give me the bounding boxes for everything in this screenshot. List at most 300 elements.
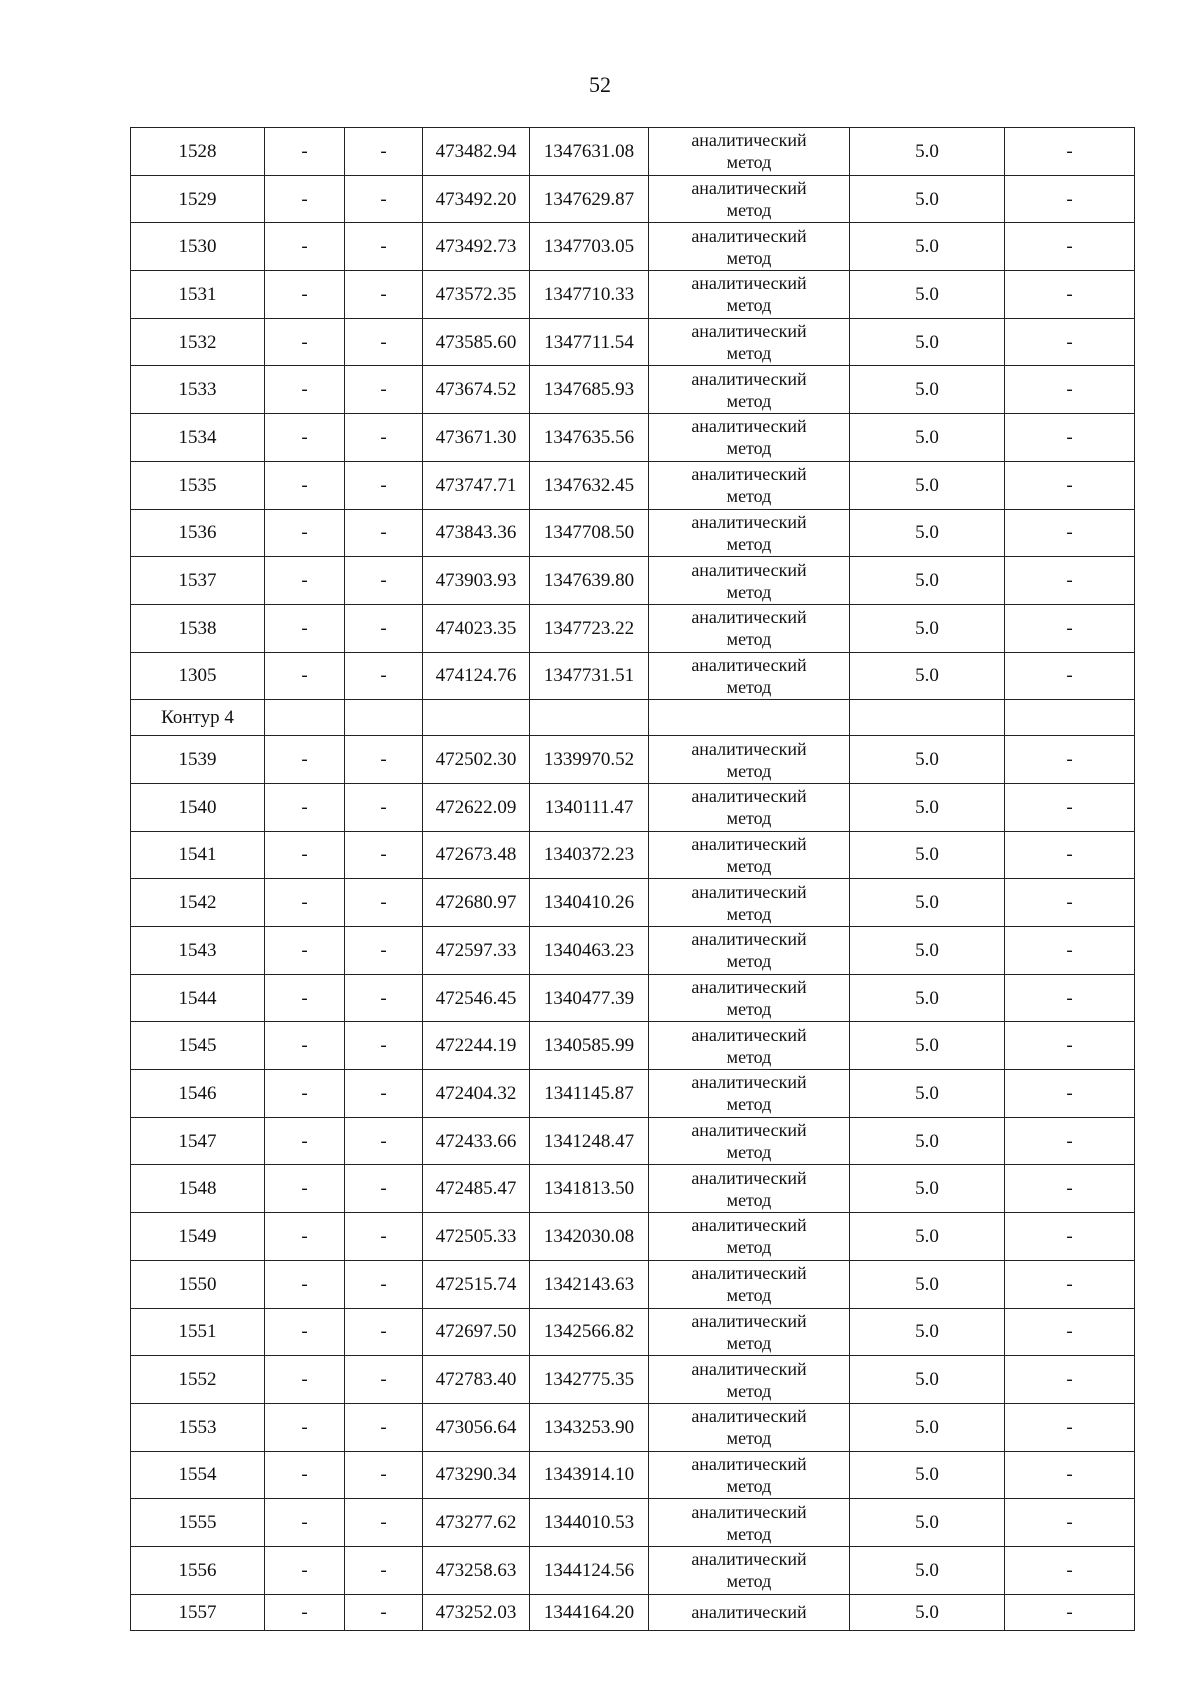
point-number-cell: 1544 — [131, 974, 265, 1022]
table-row — [131, 974, 1135, 1022]
table-row — [131, 1022, 1135, 1070]
empty-dash-cell: - — [265, 318, 345, 366]
empty-dash-cell: - — [345, 223, 423, 271]
method-cell — [649, 879, 850, 927]
y-coordinate-cell: 1344124.56 — [530, 1546, 649, 1594]
empty-dash-cell: - — [345, 652, 423, 700]
empty-dash-cell: - — [345, 736, 423, 784]
y-coordinate-cell: 1347629.87 — [530, 175, 649, 223]
empty-dash-cell: - — [345, 414, 423, 462]
description-cell: - — [1005, 1165, 1135, 1213]
y-coordinate-cell: 1341145.87 — [530, 1070, 649, 1118]
y-coordinate-cell: 1342775.35 — [530, 1356, 649, 1404]
method-cell — [649, 461, 850, 509]
point-number-cell: 1537 — [131, 557, 265, 605]
method-line-2: метод — [726, 629, 772, 650]
method-line-1: аналитический — [691, 1501, 807, 1522]
x-coordinate-cell: 474023.35 — [423, 604, 530, 652]
empty-dash-cell: - — [265, 175, 345, 223]
accuracy-cell: 5.0 — [850, 271, 1005, 319]
point-number-cell: 1553 — [131, 1403, 265, 1451]
point-number-cell: 1528 — [131, 128, 265, 176]
table-row — [131, 557, 1135, 605]
x-coordinate-cell: 472597.33 — [423, 927, 530, 975]
method-line-2: метод — [726, 903, 772, 924]
method-line-1: аналитический — [691, 738, 807, 759]
method-line-1: аналитический — [691, 464, 807, 485]
method-line-1: аналитический — [691, 1215, 807, 1236]
method-cell — [649, 783, 850, 831]
page-number: 52 — [589, 72, 611, 97]
y-coordinate-cell: 1341248.47 — [530, 1117, 649, 1165]
empty-dash-cell: - — [265, 1308, 345, 1356]
y-coordinate-cell: 1342143.63 — [530, 1260, 649, 1308]
accuracy-cell: 5.0 — [850, 318, 1005, 366]
accuracy-cell: 5.0 — [850, 974, 1005, 1022]
empty-dash-cell: - — [345, 1403, 423, 1451]
accuracy-cell: 5.0 — [850, 879, 1005, 927]
method-line-2: метод — [726, 486, 772, 507]
table-row — [131, 175, 1135, 223]
method-line-2: метод — [726, 1046, 772, 1067]
y-coordinate-cell: 1347639.80 — [530, 557, 649, 605]
point-number-cell: 1538 — [131, 604, 265, 652]
empty-dash-cell: - — [265, 604, 345, 652]
point-number-cell: 1552 — [131, 1356, 265, 1404]
empty-dash-cell: - — [265, 1546, 345, 1594]
method-cell — [649, 974, 850, 1022]
table-row — [131, 1594, 1135, 1630]
accuracy-cell: 5.0 — [850, 1499, 1005, 1547]
method-line-2: метод — [726, 247, 772, 268]
x-coordinate-cell: 473747.71 — [423, 461, 530, 509]
method-line-2: метод — [726, 1285, 772, 1306]
method-cell — [649, 1451, 850, 1499]
accuracy-cell: 5.0 — [850, 652, 1005, 700]
point-number-cell: 1535 — [131, 461, 265, 509]
empty-dash-cell: - — [345, 879, 423, 927]
empty-dash-cell: - — [265, 128, 345, 176]
accuracy-cell: 5.0 — [850, 223, 1005, 271]
method-line-1: аналитический — [691, 977, 807, 998]
accuracy-cell: 5.0 — [850, 1356, 1005, 1404]
point-number-cell: 1550 — [131, 1260, 265, 1308]
y-coordinate-cell: 1340477.39 — [530, 974, 649, 1022]
empty-dash-cell: - — [345, 1594, 423, 1630]
method-cell — [649, 1546, 850, 1594]
point-number-cell: 1541 — [131, 831, 265, 879]
empty-dash-cell: - — [265, 223, 345, 271]
table-row — [131, 604, 1135, 652]
description-cell: - — [1005, 318, 1135, 366]
empty-dash-cell: - — [345, 271, 423, 319]
description-cell: - — [1005, 366, 1135, 414]
empty-dash-cell: - — [345, 128, 423, 176]
empty-dash-cell: - — [345, 1260, 423, 1308]
table-row — [131, 366, 1135, 414]
coordinates-table — [130, 127, 1135, 1631]
accuracy-cell: 5.0 — [850, 783, 1005, 831]
method-line-1: аналитический — [691, 273, 807, 294]
x-coordinate-cell: 472433.66 — [423, 1117, 530, 1165]
empty-dash-cell: - — [265, 927, 345, 975]
method-cell — [649, 557, 850, 605]
method-line-1: аналитический — [691, 786, 807, 807]
x-coordinate-cell: 472485.47 — [423, 1165, 530, 1213]
method-cell — [649, 509, 850, 557]
method-cell — [649, 175, 850, 223]
point-number-cell: 1542 — [131, 879, 265, 927]
point-number-cell: 1534 — [131, 414, 265, 462]
method-line-2: метод — [726, 1189, 772, 1210]
empty-dash-cell: - — [345, 974, 423, 1022]
description-cell: - — [1005, 271, 1135, 319]
empty-dash-cell: - — [265, 1022, 345, 1070]
method-line-1: аналитический — [691, 225, 807, 246]
table-row — [131, 1546, 1135, 1594]
point-number-cell: 1546 — [131, 1070, 265, 1118]
description-cell: - — [1005, 652, 1135, 700]
empty-dash-cell: - — [265, 1260, 345, 1308]
empty-dash-cell: - — [345, 175, 423, 223]
y-coordinate-cell: 1340372.23 — [530, 831, 649, 879]
method-line-1: аналитический — [691, 1406, 807, 1427]
method-cell — [649, 271, 850, 319]
table-row — [131, 831, 1135, 879]
accuracy-cell: 5.0 — [850, 831, 1005, 879]
empty-dash-cell: - — [265, 1213, 345, 1261]
method-line-1: аналитический — [691, 511, 807, 532]
method-line-2: метод — [726, 1332, 772, 1353]
empty-dash-cell: - — [265, 783, 345, 831]
x-coordinate-cell: 473492.73 — [423, 223, 530, 271]
accuracy-cell: 5.0 — [850, 1070, 1005, 1118]
accuracy-cell: 5.0 — [850, 1594, 1005, 1630]
method-line-2: метод — [726, 581, 772, 602]
method-line-1: аналитический — [691, 1024, 807, 1045]
y-coordinate-cell: 1343914.10 — [530, 1451, 649, 1499]
method-cell — [649, 318, 850, 366]
empty-dash-cell: - — [265, 1070, 345, 1118]
description-cell: - — [1005, 1213, 1135, 1261]
y-coordinate-cell: 1342566.82 — [530, 1308, 649, 1356]
table-row — [131, 1213, 1135, 1261]
description-cell: - — [1005, 1403, 1135, 1451]
empty-cell — [850, 700, 1005, 736]
x-coordinate-cell: 473671.30 — [423, 414, 530, 462]
empty-dash-cell: - — [345, 1117, 423, 1165]
method-line-1: аналитический — [691, 368, 807, 389]
x-coordinate-cell: 472783.40 — [423, 1356, 530, 1404]
method-line-2: метод — [726, 1094, 772, 1115]
empty-dash-cell: - — [265, 879, 345, 927]
description-cell: - — [1005, 128, 1135, 176]
description-cell: - — [1005, 1546, 1135, 1594]
table-row — [131, 318, 1135, 366]
x-coordinate-cell: 472244.19 — [423, 1022, 530, 1070]
empty-dash-cell: - — [345, 1308, 423, 1356]
method-line-2: метод — [726, 200, 772, 221]
y-coordinate-cell: 1347710.33 — [530, 271, 649, 319]
y-coordinate-cell: 1347703.05 — [530, 223, 649, 271]
empty-dash-cell: - — [345, 1546, 423, 1594]
description-cell: - — [1005, 879, 1135, 927]
empty-dash-cell: - — [345, 1451, 423, 1499]
method-line-1: аналитический — [691, 881, 807, 902]
table-row — [131, 223, 1135, 271]
method-line-1: аналитический — [691, 130, 807, 151]
method-cell — [649, 128, 850, 176]
x-coordinate-cell: 473290.34 — [423, 1451, 530, 1499]
empty-dash-cell: - — [345, 831, 423, 879]
empty-dash-cell: - — [265, 652, 345, 700]
y-coordinate-cell: 1344010.53 — [530, 1499, 649, 1547]
point-number-cell: 1543 — [131, 927, 265, 975]
empty-dash-cell: - — [265, 1117, 345, 1165]
point-number-cell: 1305 — [131, 652, 265, 700]
accuracy-cell: 5.0 — [850, 736, 1005, 784]
description-cell: - — [1005, 1022, 1135, 1070]
x-coordinate-cell: 473572.35 — [423, 271, 530, 319]
method-line-2: метод — [726, 343, 772, 364]
empty-dash-cell: - — [265, 366, 345, 414]
method-line-1: аналитический — [691, 1549, 807, 1570]
method-cell — [649, 1594, 850, 1630]
description-cell: - — [1005, 736, 1135, 784]
x-coordinate-cell: 473492.20 — [423, 175, 530, 223]
y-coordinate-cell: 1347731.51 — [530, 652, 649, 700]
accuracy-cell: 5.0 — [850, 1403, 1005, 1451]
method-line-2: метод — [726, 1571, 772, 1592]
x-coordinate-cell: 472546.45 — [423, 974, 530, 1022]
description-cell: - — [1005, 1260, 1135, 1308]
method-line-1: аналитический — [691, 1602, 807, 1623]
empty-dash-cell: - — [265, 831, 345, 879]
empty-dash-cell: - — [265, 1165, 345, 1213]
x-coordinate-cell: 473277.62 — [423, 1499, 530, 1547]
accuracy-cell: 5.0 — [850, 1213, 1005, 1261]
empty-cell — [1005, 700, 1135, 736]
method-cell — [649, 831, 850, 879]
table-row — [131, 128, 1135, 176]
empty-cell — [649, 700, 850, 736]
method-line-2: метод — [726, 1475, 772, 1496]
description-cell: - — [1005, 1451, 1135, 1499]
empty-dash-cell: - — [345, 927, 423, 975]
table-row — [131, 1165, 1135, 1213]
accuracy-cell: 5.0 — [850, 509, 1005, 557]
empty-dash-cell: - — [265, 736, 345, 784]
y-coordinate-cell: 1340111.47 — [530, 783, 649, 831]
method-line-1: аналитический — [691, 178, 807, 199]
method-line-2: метод — [726, 1142, 772, 1163]
y-coordinate-cell: 1340585.99 — [530, 1022, 649, 1070]
method-line-1: аналитический — [691, 1167, 807, 1188]
table-row — [131, 1070, 1135, 1118]
table-row — [131, 1499, 1135, 1547]
point-number-cell: 1551 — [131, 1308, 265, 1356]
x-coordinate-cell: 473674.52 — [423, 366, 530, 414]
method-cell — [649, 604, 850, 652]
point-number-cell: 1557 — [131, 1594, 265, 1630]
method-line-1: аналитический — [691, 607, 807, 628]
table-row — [131, 509, 1135, 557]
y-coordinate-cell: 1347711.54 — [530, 318, 649, 366]
x-coordinate-cell: 472622.09 — [423, 783, 530, 831]
accuracy-cell: 5.0 — [850, 1308, 1005, 1356]
empty-dash-cell: - — [345, 461, 423, 509]
empty-dash-cell: - — [345, 318, 423, 366]
point-number-cell: 1531 — [131, 271, 265, 319]
description-cell: - — [1005, 557, 1135, 605]
table-row — [131, 783, 1135, 831]
y-coordinate-cell: 1344164.20 — [530, 1594, 649, 1630]
accuracy-cell: 5.0 — [850, 1165, 1005, 1213]
table-row — [131, 879, 1135, 927]
table-row — [131, 1403, 1135, 1451]
x-coordinate-cell: 472502.30 — [423, 736, 530, 784]
description-cell: - — [1005, 1356, 1135, 1404]
method-line-2: метод — [726, 1380, 772, 1401]
empty-dash-cell: - — [345, 1165, 423, 1213]
method-cell — [649, 414, 850, 462]
method-cell — [649, 1403, 850, 1451]
x-coordinate-cell: 473843.36 — [423, 509, 530, 557]
accuracy-cell: 5.0 — [850, 604, 1005, 652]
y-coordinate-cell: 1340410.26 — [530, 879, 649, 927]
description-cell: - — [1005, 1308, 1135, 1356]
point-number-cell: 1547 — [131, 1117, 265, 1165]
y-coordinate-cell: 1347685.93 — [530, 366, 649, 414]
method-cell — [649, 366, 850, 414]
accuracy-cell: 5.0 — [850, 414, 1005, 462]
table-row — [131, 736, 1135, 784]
method-cell — [649, 1165, 850, 1213]
method-line-2: метод — [726, 1237, 772, 1258]
method-cell — [649, 652, 850, 700]
accuracy-cell: 5.0 — [850, 1117, 1005, 1165]
x-coordinate-cell: 474124.76 — [423, 652, 530, 700]
description-cell: - — [1005, 1594, 1135, 1630]
empty-dash-cell: - — [345, 1022, 423, 1070]
method-line-1: аналитический — [691, 1072, 807, 1093]
empty-dash-cell: - — [265, 1451, 345, 1499]
section-label: Контур 4 — [131, 700, 265, 736]
point-number-cell: 1532 — [131, 318, 265, 366]
method-cell — [649, 223, 850, 271]
accuracy-cell: 5.0 — [850, 366, 1005, 414]
empty-dash-cell: - — [345, 1070, 423, 1118]
empty-dash-cell: - — [265, 557, 345, 605]
description-cell: - — [1005, 1070, 1135, 1118]
accuracy-cell: 5.0 — [850, 175, 1005, 223]
method-line-2: метод — [726, 1428, 772, 1449]
y-coordinate-cell: 1347635.56 — [530, 414, 649, 462]
description-cell: - — [1005, 604, 1135, 652]
point-number-cell: 1540 — [131, 783, 265, 831]
accuracy-cell: 5.0 — [850, 1022, 1005, 1070]
point-number-cell: 1545 — [131, 1022, 265, 1070]
method-line-1: аналитический — [691, 1120, 807, 1141]
x-coordinate-cell: 473482.94 — [423, 128, 530, 176]
point-number-cell: 1548 — [131, 1165, 265, 1213]
x-coordinate-cell: 473252.03 — [423, 1594, 530, 1630]
table-row — [131, 1117, 1135, 1165]
method-line-1: аналитический — [691, 1453, 807, 1474]
description-cell: - — [1005, 783, 1135, 831]
table-row — [131, 652, 1135, 700]
y-coordinate-cell: 1347723.22 — [530, 604, 649, 652]
empty-dash-cell: - — [265, 271, 345, 319]
point-number-cell: 1536 — [131, 509, 265, 557]
accuracy-cell: 5.0 — [850, 1260, 1005, 1308]
point-number-cell: 1554 — [131, 1451, 265, 1499]
method-line-2: метод — [726, 999, 772, 1020]
x-coordinate-cell: 473903.93 — [423, 557, 530, 605]
method-line-2: метод — [726, 390, 772, 411]
y-coordinate-cell: 1347631.08 — [530, 128, 649, 176]
accuracy-cell: 5.0 — [850, 557, 1005, 605]
empty-cell — [265, 700, 345, 736]
description-cell: - — [1005, 831, 1135, 879]
point-number-cell: 1555 — [131, 1499, 265, 1547]
method-cell — [649, 1070, 850, 1118]
accuracy-cell: 5.0 — [850, 1451, 1005, 1499]
method-line-2: метод — [726, 808, 772, 829]
empty-dash-cell: - — [345, 1499, 423, 1547]
empty-dash-cell: - — [265, 1499, 345, 1547]
y-coordinate-cell: 1347708.50 — [530, 509, 649, 557]
method-line-1: аналитический — [691, 1310, 807, 1331]
y-coordinate-cell: 1342030.08 — [530, 1213, 649, 1261]
point-number-cell: 1539 — [131, 736, 265, 784]
x-coordinate-cell: 473258.63 — [423, 1546, 530, 1594]
point-number-cell: 1529 — [131, 175, 265, 223]
x-coordinate-cell: 472680.97 — [423, 879, 530, 927]
empty-cell — [345, 700, 423, 736]
empty-dash-cell: - — [265, 509, 345, 557]
empty-dash-cell: - — [265, 414, 345, 462]
accuracy-cell: 5.0 — [850, 128, 1005, 176]
table-body — [131, 128, 1135, 1631]
empty-cell — [530, 700, 649, 736]
x-coordinate-cell: 472515.74 — [423, 1260, 530, 1308]
method-cell — [649, 1308, 850, 1356]
y-coordinate-cell: 1339970.52 — [530, 736, 649, 784]
method-line-1: аналитический — [691, 654, 807, 675]
method-cell — [649, 1260, 850, 1308]
empty-dash-cell: - — [265, 1403, 345, 1451]
method-line-2: метод — [726, 1523, 772, 1544]
method-line-2: метод — [726, 855, 772, 876]
method-line-1: аналитический — [691, 321, 807, 342]
method-line-2: метод — [726, 676, 772, 697]
empty-dash-cell: - — [345, 1213, 423, 1261]
empty-dash-cell: - — [345, 557, 423, 605]
method-line-1: аналитический — [691, 833, 807, 854]
method-cell — [649, 927, 850, 975]
x-coordinate-cell: 473056.64 — [423, 1403, 530, 1451]
table-row — [131, 414, 1135, 462]
table-row — [131, 1260, 1135, 1308]
method-cell — [649, 736, 850, 784]
description-cell: - — [1005, 1117, 1135, 1165]
method-line-1: аналитический — [691, 929, 807, 950]
x-coordinate-cell: 472697.50 — [423, 1308, 530, 1356]
point-number-cell: 1556 — [131, 1546, 265, 1594]
method-line-2: метод — [726, 438, 772, 459]
method-line-2: метод — [726, 760, 772, 781]
